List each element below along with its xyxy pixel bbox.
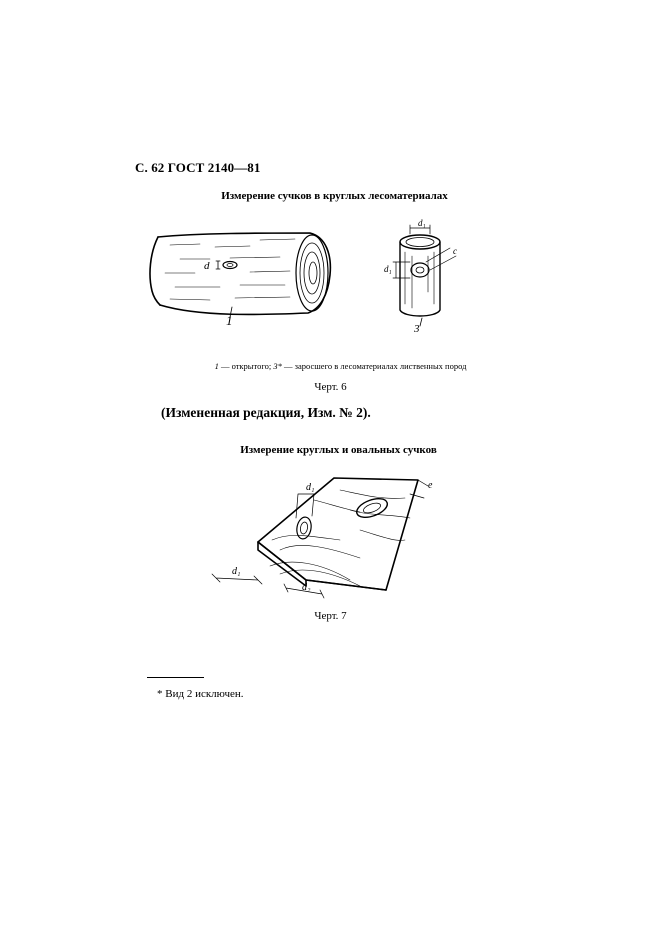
overgrown-knot-c-label: c: [453, 246, 457, 256]
figure7-d2-label: d₂: [302, 582, 311, 593]
board-illustration: [210, 470, 450, 605]
footnote-rule: [147, 677, 204, 678]
figure6-title: Измерение сучков в круглых лесоматериалах: [221, 190, 448, 202]
edition-note: (Измененная редакция, Изм. № 2).: [161, 405, 371, 420]
figure7-d1-left-label: d₁: [232, 566, 241, 577]
overgrown-knot-d1-label: d₁: [418, 218, 426, 228]
log-illustration: [140, 225, 340, 328]
figure6-number: Черт. 6: [314, 381, 347, 393]
figure7-d1-top-label: d₁: [306, 482, 315, 493]
stump-illustration: [380, 218, 480, 335]
stump-number-label: 3: [414, 323, 420, 335]
figure7-title: Измерение круглых и овальных сучков: [240, 444, 437, 456]
figure7-number: Черт. 7: [314, 610, 347, 622]
log-number-label: 1: [226, 313, 233, 328]
overgrown-knot-d-label: d₁: [384, 264, 392, 274]
footnote: * Вид 2 исключен.: [157, 688, 244, 700]
figure6-caption: 1 — открытого; 3* — заросшего в лесоматериалах лиственных пород: [214, 361, 467, 371]
knot-diameter-label: d: [204, 260, 210, 272]
page-header: С. 62 ГОСТ 2140—81: [135, 160, 261, 175]
figure7-e-label: e: [428, 480, 433, 491]
